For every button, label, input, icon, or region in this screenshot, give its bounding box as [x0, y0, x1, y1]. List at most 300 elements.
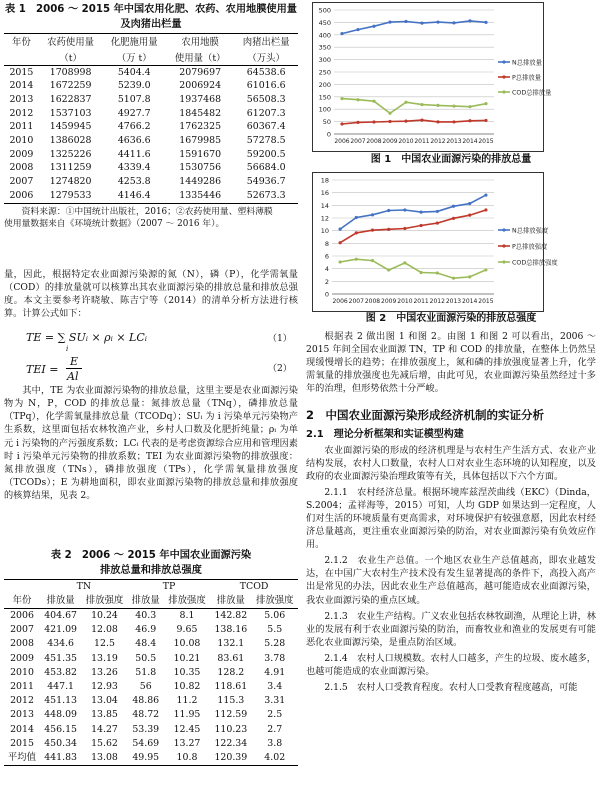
data-point: [356, 121, 359, 124]
table2-group-header: TN: [76, 580, 92, 592]
table1-header: 肉猪出栏量: [242, 37, 290, 49]
table-cell: 12.45: [173, 723, 201, 735]
table1-row: [4, 148, 298, 162]
table-cell: 56684.0: [246, 162, 286, 174]
data-point: [404, 20, 407, 23]
x-tick-label: 2006: [332, 298, 348, 305]
data-point: [420, 22, 423, 25]
table-cell: 1672259: [49, 80, 92, 92]
table2-header: 排放量: [131, 594, 160, 606]
figure1-svg: [312, 2, 552, 152]
table-cell: 8.1: [179, 609, 195, 621]
table-cell: 11.2: [176, 695, 198, 707]
data-point: [372, 100, 375, 103]
left-body-text: [4, 268, 298, 502]
table-cell: 13.85: [91, 709, 118, 721]
data-point: [371, 229, 374, 232]
table-cell: 9.65: [176, 624, 198, 636]
y-tick-label: 10: [320, 227, 329, 236]
table-cell: 451.13: [44, 695, 78, 707]
table-cell: 10.35: [173, 666, 201, 678]
table-cell: 10.08: [173, 638, 201, 650]
table-cell: 48.72: [132, 709, 160, 721]
table-cell: 46.9: [135, 624, 157, 636]
legend-marker: [502, 260, 505, 263]
table-cell: 40.3: [135, 609, 157, 621]
figure2-chart: [312, 172, 558, 312]
table-cell: 2010: [10, 666, 34, 678]
table-cell: 2.7: [267, 723, 283, 735]
table-cell: 2012: [10, 695, 34, 707]
data-point: [404, 101, 407, 104]
table2: [4, 579, 298, 767]
x-tick-label: 2006: [334, 138, 350, 145]
table2-header: 年份: [12, 594, 32, 606]
table2-row: [4, 637, 298, 651]
table-cell: 1459945: [49, 121, 92, 133]
y-tick-label: 6: [324, 252, 329, 261]
table2-group-header: TP: [162, 580, 176, 592]
table-cell: 1679985: [179, 135, 222, 147]
table2-row: [4, 708, 298, 722]
table-cell: 112.59: [214, 709, 248, 721]
data-point: [452, 104, 455, 107]
data-point: [388, 120, 391, 123]
figure2-svg: [312, 172, 558, 312]
section-heading: 2 中国农业面源污染形成经济机制的实证分析: [306, 408, 544, 423]
legend-marker: [502, 228, 505, 231]
table1-row: [4, 79, 298, 93]
data-point: [452, 217, 455, 220]
data-point: [371, 213, 374, 216]
figure1-caption: 图 1 中国农业面源污染的排放总量: [370, 154, 532, 165]
table-cell: 2014: [10, 723, 34, 735]
data-point: [468, 275, 471, 278]
table-cell: 441.83: [44, 752, 78, 763]
table-cell: 11.95: [173, 709, 201, 721]
x-tick-label: 2014: [462, 138, 478, 145]
y-tick-label: 16: [320, 189, 329, 198]
y-tick-label: 400: [318, 31, 331, 40]
data-point: [372, 25, 375, 28]
table-cell: 54.69: [132, 737, 160, 749]
y-tick-label: 250: [318, 68, 331, 77]
table-cell: 1530756: [179, 162, 222, 174]
legend-label: COD总排放量: [512, 89, 552, 97]
y-tick-label: 100: [318, 105, 331, 114]
table-cell: 2011: [9, 121, 34, 133]
table-cell: 2007: [10, 624, 34, 636]
figure2-caption: 图 2 中国农业面源污染的排放总强度: [365, 313, 537, 324]
data-point: [339, 260, 342, 263]
data-point: [388, 20, 391, 23]
table-cell: 10.21: [173, 652, 201, 664]
data-point: [372, 120, 375, 123]
table-cell: 1325226: [49, 148, 92, 160]
table-cell: 447.1: [47, 680, 75, 692]
table-cell: 1845482: [179, 107, 222, 119]
x-tick-label: 2012: [429, 298, 445, 305]
table1-row: [4, 93, 298, 107]
table-cell: 1311259: [49, 162, 92, 174]
table-cell: 2009: [9, 148, 34, 160]
table1-row: [4, 189, 298, 203]
table-cell: 56: [139, 680, 152, 692]
data-point: [484, 268, 487, 271]
x-tick-label: 2013: [445, 298, 462, 305]
table-cell: 2013: [9, 93, 34, 105]
paragraph: 其中，TE 为农业面源污染物的排放总量，这里主要是农业面源污染物为 N，P，COD 的排放总量：氮排放总量（TNq），磷排放总量（TPq），化学需氧量排放总量（TCODq）；SUᵢ 为 i 污染单元污染物产生系数，这里面包括农林牧渔产业，乡村人口数及化肥折纯量；ρᵢ 为单元 i 污染物的产污强度系数；LCᵢ 代表的是考虑资源综合应用和管理因素时 i 污染单元污染物的排放系数；TEI 为农业面源污染物的排放强度：氮排放强度（TNs），磷排放强度（TPs），化学需氧量排放强度（TCODs）；E 为耕地面积，即农业面源污染物的排放总量和排放强度的核算结果，见表 2。: [4, 385, 298, 501]
table-cell: 51.8: [135, 666, 157, 678]
table-cell: 48.86: [132, 695, 160, 707]
table-cell: 1335446: [179, 189, 222, 201]
table-cell: 2010: [9, 135, 34, 147]
table2-group-header: TCOD: [239, 580, 269, 592]
table-cell: 5.28: [264, 638, 286, 650]
data-point: [468, 105, 471, 108]
table-cell: 2012: [9, 107, 34, 119]
table2-row: [4, 680, 298, 694]
table-cell: 2013: [10, 709, 34, 721]
table-cell: 421.09: [44, 624, 78, 636]
data-point: [420, 103, 423, 106]
table-cell: 13.08: [91, 752, 118, 763]
x-tick-label: 2014: [462, 298, 478, 305]
table-cell: 13.19: [91, 652, 118, 664]
data-point: [356, 28, 359, 31]
table2-section: [4, 549, 298, 766]
data-point: [355, 231, 358, 234]
table-cell: 49.95: [132, 752, 160, 763]
x-tick-label: 2010: [398, 138, 414, 145]
table1-section: [4, 3, 298, 231]
table1-row: [4, 134, 298, 148]
data-point: [387, 268, 390, 271]
table-cell: 12.08: [91, 624, 118, 636]
chart-frame: [313, 173, 544, 312]
table-cell: 10.24: [91, 609, 118, 621]
table-cell: 5239.0: [117, 80, 151, 92]
table1-row: [4, 120, 298, 134]
y-tick-label: 0: [326, 130, 331, 139]
table-cell: 5.06: [264, 609, 286, 621]
x-tick-label: 2010: [397, 298, 413, 305]
table-cell: 2015: [9, 66, 34, 78]
data-point: [387, 228, 390, 231]
table-cell: 118.61: [214, 680, 248, 692]
table-cell: 2014: [9, 80, 34, 92]
table-cell: 4253.8: [117, 176, 151, 188]
y-tick-label: 200: [318, 80, 331, 89]
table-cell: 59200.5: [246, 148, 286, 160]
legend-marker: [502, 75, 505, 78]
data-point: [404, 120, 407, 123]
x-tick-label: 2011: [414, 138, 430, 145]
table-cell: 2008: [9, 162, 34, 174]
table-cell: 3.8: [267, 737, 283, 749]
table-cell: 1386028: [49, 135, 92, 147]
data-point: [484, 102, 487, 105]
data-point: [420, 271, 423, 274]
paragraph: 农业面源污染的形成的经济机理是与农村生产生活方式、农业产业结构发展，农村人口数量，农村人口对农业生态环境的认知程度，以及政府的农业面源污染治理政策等有关，具体包括以下六个方面。: [306, 444, 596, 482]
data-point: [388, 112, 391, 115]
table-cell: 52673.3: [246, 189, 286, 201]
paragraph: 量，因此，根据特定农业面源污染源的氮（N），磷（P），化学需氧量（COD）的排放量就可以核算出其农业面源污染的排放总量和排放总强度。本文主要参考许晓敏、陈吉宁等（2014）的清单分析方法进行核算。计算公式如下：: [4, 269, 298, 320]
table-cell: 2009: [10, 652, 34, 664]
x-tick-label: 2015: [478, 298, 494, 305]
data-point: [356, 98, 359, 101]
paragraph: 2.1.3 农业生产结构。广义农业包括农林牧副渔，从理论上讲，林业的发展有利于农业面源污染的防治，而畜牧业和渔业的发展更有可能恶化农业面源污染，是重点防治区域。: [306, 610, 596, 648]
table2-header: 排放强度: [168, 594, 206, 606]
data-point: [420, 119, 423, 122]
data-point: [371, 259, 374, 262]
paragraph: 2.1.2 农业生产总值。一个地区农业生产总值越高，即农业越发达，在中国广大农村生产技术没有发生显著提高的条件下，高投入高产出是常见的办法，因此农业生产总值越高，越可能造成农业面源污染，我农业面源污染的重点区域。: [306, 555, 596, 606]
legend-label: COD总排放强度: [512, 259, 558, 267]
legend-marker: [502, 244, 505, 247]
table-cell: 57278.5: [246, 135, 286, 147]
y-tick-label: 12: [320, 214, 329, 223]
data-point: [484, 21, 487, 24]
paragraph: 2.1.5 农村人口受教育程度。农村人口受教育程度越高，可能: [324, 681, 578, 693]
table-cell: 3.78: [264, 652, 286, 664]
y-tick-label: 350: [318, 43, 331, 52]
table-cell: 4146.4: [117, 189, 151, 201]
data-point: [436, 221, 439, 224]
table1-row: [4, 161, 298, 175]
table2-header: 排放强度: [85, 594, 124, 606]
table-cell: 1937468: [179, 93, 222, 105]
table-cell: 3.31: [264, 695, 286, 707]
x-tick-label: 2009: [382, 138, 398, 145]
y-tick-label: 450: [318, 18, 331, 27]
table2-row: [4, 623, 298, 637]
data-point: [484, 193, 487, 196]
table-cell: 122.34: [214, 737, 248, 749]
y-tick-label: 0: [324, 290, 329, 299]
legend-label: N总排放量: [512, 59, 542, 67]
table-cell: 450.34: [44, 737, 78, 749]
table-cell: 1762325: [179, 121, 222, 133]
table-cell: 5107.8: [117, 93, 151, 105]
table-cell: 1591670: [179, 148, 222, 160]
paragraph: 根据表 2 做出图 1 和图 2。由图 1 和图 2 可以看出，2006 ～ 2015 年间全国农业面源 TN，TP 和 COD 的排放量，在整体上仍然呈现缓慢增长的趋势；在排放强度上，氮和磷的排放强度显著上升，化学需氧量的排放强度也先减后增，由此可见，农业面源污染虽然经过十多年的治理，但形势依然十分严峻。: [306, 331, 596, 395]
table-cell: 453.82: [44, 666, 78, 678]
table-cell: 142.82: [214, 609, 248, 621]
table-cell: 60367.4: [246, 121, 286, 133]
table1-title: 表 1 2006 ～ 2015 年中国农用化肥、农药、农用地膜使用量 及肉猪出栏量: [5, 4, 297, 30]
data-point: [340, 32, 343, 35]
data-point: [355, 258, 358, 261]
table-cell: 48.4: [135, 638, 157, 650]
y-tick-label: 2: [324, 277, 329, 286]
table-cell: 1274820: [49, 176, 92, 188]
data-point: [436, 271, 439, 274]
table-cell: 10.82: [173, 680, 201, 692]
table2-row: [4, 723, 298, 737]
table-cell: 12.5: [94, 638, 115, 650]
table-cell: 5404.4: [117, 66, 151, 78]
table1-header: 农药使用量: [47, 37, 95, 49]
table-cell: 4411.6: [117, 148, 151, 160]
table-cell: 64538.6: [246, 66, 286, 78]
table-cell: 110.23: [214, 723, 248, 735]
table-cell: 2008: [10, 638, 34, 650]
legend-marker: [502, 60, 505, 63]
table-cell: 2007: [9, 176, 34, 188]
right-body-text: [306, 330, 596, 694]
data-point: [468, 19, 471, 22]
x-tick-label: 2011: [413, 298, 429, 305]
table-cell: 448.09: [44, 709, 78, 721]
table-cell: 4636.6: [117, 135, 151, 147]
y-tick-label: 500: [318, 6, 331, 15]
data-point: [387, 209, 390, 212]
data-point: [468, 214, 471, 217]
data-point: [436, 120, 439, 123]
table1-source: 资料来源：①中国统计出版社，2016；②农药使用量、塑料薄膜 使用量数据来自《环境统计数据》（2007 ～ 2016 年）。: [4, 206, 273, 230]
table-cell: 56508.3: [246, 93, 286, 105]
table-cell: 456.15: [44, 723, 78, 735]
data-point: [452, 120, 455, 123]
table-cell: 61016.6: [246, 80, 286, 92]
data-point: [403, 208, 406, 211]
table-cell: 14.27: [91, 723, 118, 735]
data-point: [420, 211, 423, 214]
x-tick-label: 2008: [364, 298, 381, 305]
table2-row: [4, 666, 298, 680]
data-point: [340, 97, 343, 100]
table-cell: 2079697: [179, 66, 222, 78]
x-tick-label: 2007: [348, 298, 364, 305]
table1-row: [4, 175, 298, 189]
table-cell: 128.2: [217, 666, 245, 678]
table-cell: 15.62: [91, 737, 118, 749]
table2-title: 表 2 2006 ～ 2015 年中国农业面源污染 排放总量和排放总强度: [50, 550, 252, 576]
table-cell: 4766.2: [117, 121, 151, 133]
table-cell: 1449286: [179, 176, 222, 188]
table-cell: 4927.7: [117, 107, 151, 119]
legend-marker: [502, 90, 505, 93]
table-cell: 4339.4: [117, 162, 151, 174]
data-point: [420, 224, 423, 227]
legend-label: P总排放量: [512, 74, 541, 82]
data-point: [452, 205, 455, 208]
x-tick-label: 2012: [430, 138, 446, 145]
data-point: [403, 227, 406, 230]
data-point: [436, 21, 439, 24]
data-point: [484, 208, 487, 211]
data-point: [340, 122, 343, 125]
table-cell: 4.02: [264, 752, 286, 763]
y-tick-label: 300: [318, 56, 331, 65]
table-cell: 12.93: [91, 680, 118, 692]
figure1-chart: [312, 2, 552, 152]
data-point: [468, 202, 471, 205]
table-cell: 平均值: [7, 752, 37, 763]
x-tick-label: 2015: [478, 138, 494, 145]
data-point: [339, 241, 342, 244]
data-point: [452, 21, 455, 24]
table1: 年份 农药使用量 化肥施用量 农用地膜 肉猪出栏量 （t） （万 t） 使用量（t） （万头） 2015 1708998 5404.4 2079697 64538.6 2014 1672259 5239.0 2006924 61016.6 2013 1622837 5107.8 1937468 56508.3 2012 1537103 4927.7 1845482 61207.3 2011 1459945 4766.2 1762325 60367.4 2010 1386028 4636.6 1679985 57278.5 2009 1325226 4411.6 1591670 59200.5 2008 1311259 4339.4 1530756 56684.0 2007 1274820 4253.8 1449286 54936.7 2006 1279533 4146.4 1335446 52673.3: [4, 33, 298, 204]
table2-row: [4, 608, 298, 623]
paragraph: 2.1.1 农村经济总量。根据环境库兹涅茨曲线（EKC）（Dinda，S.2004；孟祥海等，2015）可知，人均 GDP 如果达到一定程度，人们对生活的环境质量有更高需求，对环境保护有较强意愿，因此农村经济总量越高，更注重农业面源污染的防治，对农业面源污染有负效应作用。: [306, 487, 596, 551]
table-cell: 2.5: [267, 709, 283, 721]
subsection-heading: 2.1 理论分析框架和实证模型构建: [306, 428, 464, 440]
y-tick-label: 14: [320, 201, 329, 210]
table1-row: [4, 65, 298, 79]
data-point: [468, 119, 471, 122]
table-cell: 50.5: [135, 652, 157, 664]
table-cell: 1537103: [49, 107, 92, 119]
table-cell: 2015: [10, 737, 34, 749]
y-tick-label: 4: [324, 265, 329, 274]
table-cell: 54936.7: [246, 176, 286, 188]
table-cell: 2011: [10, 680, 34, 692]
table-cell: 1708998: [49, 66, 92, 78]
table-cell: 434.6: [47, 638, 75, 650]
table2-row: [4, 694, 298, 708]
x-tick-label: 2009: [381, 298, 397, 305]
table-cell: 10.8: [176, 752, 198, 763]
data-point: [484, 119, 487, 122]
table-cell: 1622837: [49, 93, 92, 105]
table-cell: 2006: [9, 189, 34, 201]
data-point: [452, 277, 455, 280]
table-cell: 5.5: [267, 624, 283, 636]
table-cell: 13.26: [91, 666, 118, 678]
table-cell: 83.61: [217, 652, 245, 664]
table2-header: 排放强度: [255, 594, 294, 606]
table-cell: 53.39: [132, 723, 160, 735]
table2-header: 排放量: [46, 594, 75, 606]
table-cell: 61207.3: [246, 107, 286, 119]
y-tick-label: 50: [322, 118, 331, 127]
data-point: [403, 261, 406, 264]
table-cell: 115.3: [217, 695, 245, 707]
table1-header: 化肥施用量: [110, 37, 158, 49]
y-tick-label: 18: [320, 176, 329, 185]
formula-2: TEI = E Al （2）: [26, 355, 292, 384]
table-cell: 138.16: [214, 624, 248, 636]
table-cell: 1279533: [49, 189, 92, 201]
data-point: [355, 216, 358, 219]
data-point: [436, 210, 439, 213]
y-tick-label: 150: [318, 93, 331, 102]
table-cell: 13.04: [91, 695, 118, 707]
data-point: [339, 228, 342, 231]
table-cell: 132.1: [217, 638, 245, 650]
x-tick-label: 2007: [350, 138, 366, 145]
table-cell: 2006: [10, 609, 34, 621]
table1-header: 农用地膜: [181, 37, 219, 49]
table2-row: [4, 652, 298, 666]
table-cell: 2006924: [179, 80, 222, 92]
data-point: [436, 104, 439, 107]
table1-header: 年份: [12, 37, 31, 49]
table2-row: [4, 751, 298, 766]
table-cell: 120.39: [214, 752, 248, 763]
table-cell: 3.4: [267, 680, 283, 692]
table1-row: [4, 107, 298, 121]
legend-label: P总排放强度: [512, 243, 548, 251]
table-cell: 404.67: [44, 609, 78, 621]
legend-label: N总排放强度: [512, 227, 549, 235]
table-cell: 13.27: [173, 737, 201, 749]
paragraph: 2.1.4 农村人口规模数。农村人口越多，产生的垃圾、废水越多，也越可能造成的农业面源污染。: [306, 652, 596, 677]
y-tick-label: 8: [324, 239, 329, 248]
table-cell: 451.35: [44, 652, 78, 664]
x-tick-label: 2013: [446, 138, 462, 145]
